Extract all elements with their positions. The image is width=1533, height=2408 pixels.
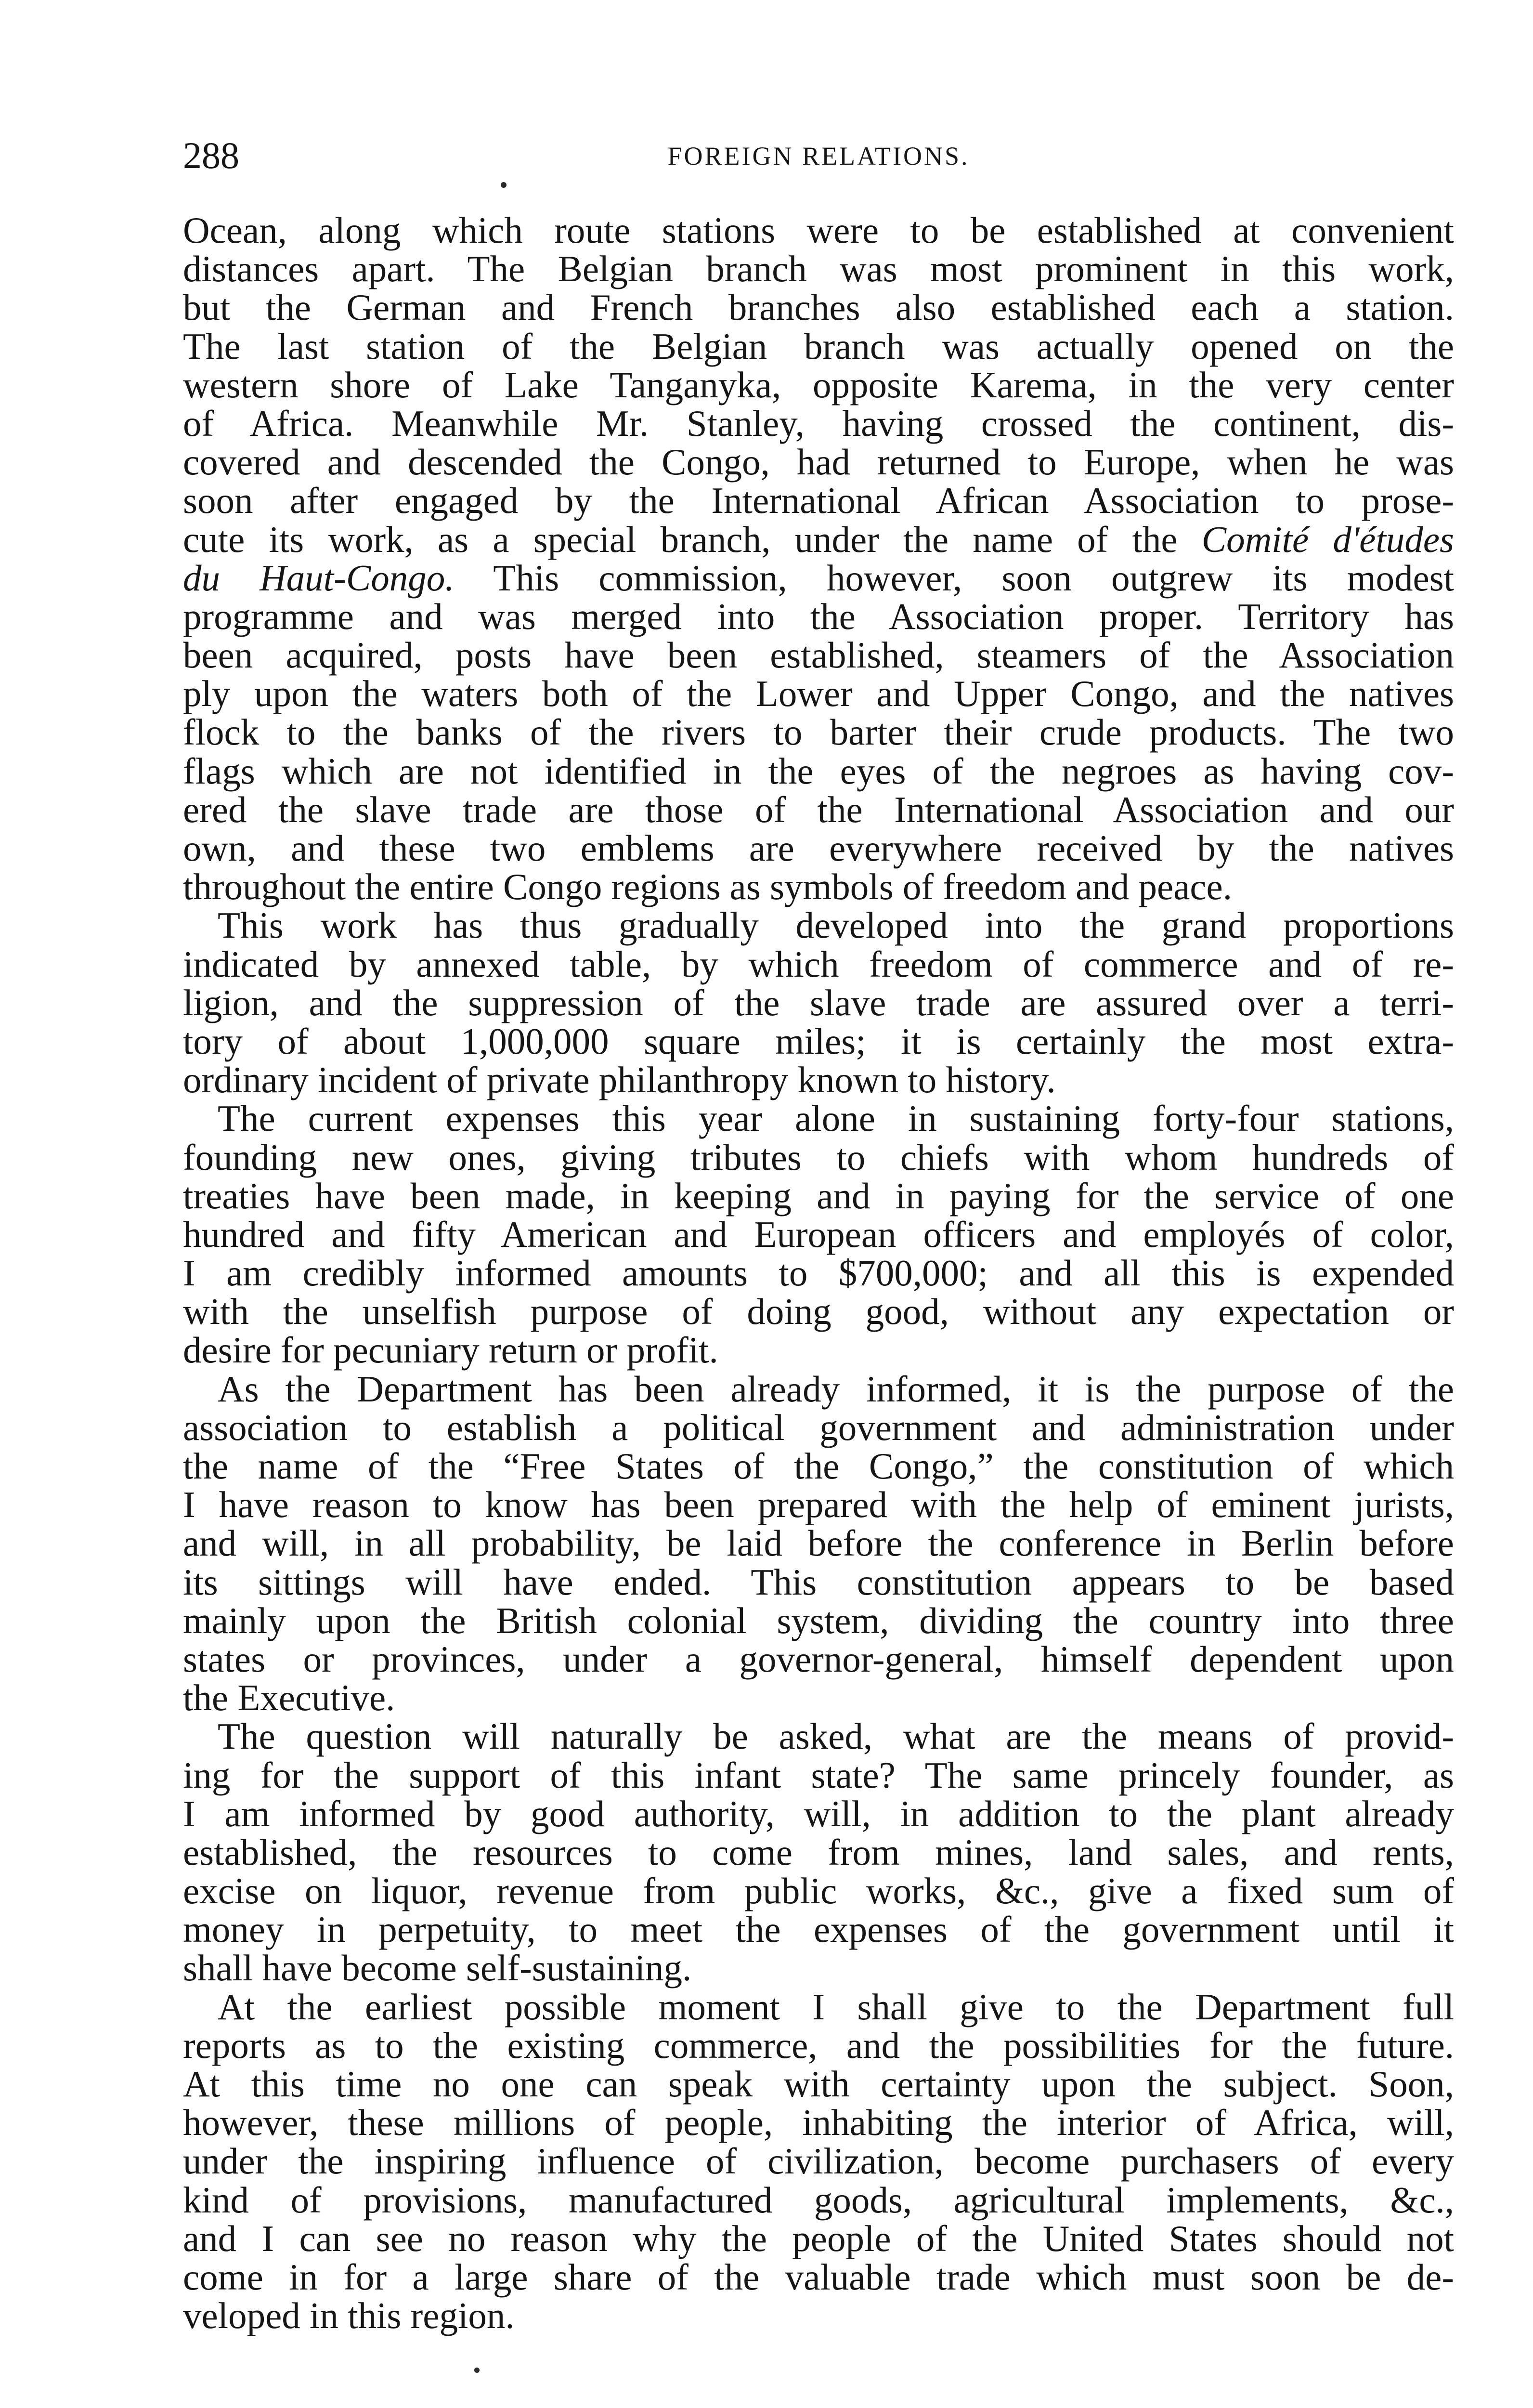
text-line: but the German and French branches also established each a station. <box>183 287 1454 328</box>
text-line: the Executive. <box>183 1677 395 1719</box>
text-line: ligion, and the suppression of the slave trade are assured over a terri- <box>183 982 1454 1023</box>
text-line: and will, in all probability, be laid before the conference in Berlin before <box>183 1522 1454 1564</box>
text-line: excise on liquor, revenue from public works, &c., give a fixed sum of <box>183 1870 1454 1912</box>
text-line: western shore of Lake Tanganyka, opposite Karema, in the very center <box>183 364 1454 406</box>
text-line: of Africa. Meanwhile Mr. Stanley, having crossed the continent, dis- <box>183 402 1454 444</box>
text-line: ply upon the waters both of the Lower and Upper Congo, and the natives <box>183 673 1454 715</box>
text-line: ered the slave trade are those of the International Association and our <box>183 788 1454 830</box>
text-line: Ocean, along which route stations were to be established at convenient <box>183 209 1454 251</box>
text-line: and I can see no reason why the people of the United States should not <box>183 2217 1454 2259</box>
text-line: own, and these two emblems are everywhere received by the natives <box>183 827 1454 869</box>
text-line: kind of provisions, manufactured goods, agricultural implements, &c., <box>183 2179 1454 2221</box>
text-line: reports as to the existing commerce, and the possibilities for the future. <box>183 2024 1454 2066</box>
text-run: cute its work, as a special branch, under the name of the <box>183 518 1178 560</box>
text-line: mainly upon the British colonial system, dividing the country into three <box>183 1599 1454 1641</box>
text-line <box>183 559 1454 597</box>
ink-speck <box>501 182 507 188</box>
text-line: covered and descended the Congo, had returned to Europe, when he was <box>183 441 1454 483</box>
text-line: indicated by annexed table, by which freedom of commerce and of re- <box>183 943 1454 985</box>
text-line: The question will naturally be asked, what are the means of provid- <box>218 1715 1454 1757</box>
text-line: hundred and fifty American and European officers and employés of color, <box>183 1213 1454 1255</box>
text-line: founding new ones, giving tributes to chiefs with whom hundreds of <box>183 1136 1454 1178</box>
text-line: treaties have been made, in keeping and in paying for the service of one <box>183 1175 1454 1217</box>
text-line: under the inspiring influence of civilization, become purchasers of every <box>183 2140 1454 2182</box>
text-line: however, these millions of people, inhabiting the interior of Africa, will, <box>183 2102 1454 2144</box>
text-line: programme and was merged into the Association proper. Territory has <box>183 595 1454 637</box>
text-line: The current expenses this year alone in sustaining forty-four stations, <box>218 1098 1454 1139</box>
text-line: veloped in this region. <box>183 2295 515 2337</box>
text-line: come in for a large share of the valuable trade which must soon be de- <box>183 2256 1454 2298</box>
text-line: At the earliest possible moment I shall give to the Department full <box>218 1986 1454 2028</box>
text-line: As the Department has been already informed, it is the purpose of the <box>218 1368 1454 1410</box>
text-line: throughout the entire Congo regions as symbols of freedom and peace. <box>183 866 1232 908</box>
text-run: This commission, however, soon outgrew its modest <box>493 557 1455 599</box>
text-line: states or provinces, under a governor-general, himself dependent upon <box>183 1638 1454 1680</box>
running-head: FOREIGN RELATIONS. <box>667 142 970 170</box>
text-line: money in perpetuity, to meet the expenses of the government until it <box>183 1909 1454 1950</box>
text-line <box>183 520 1454 559</box>
text-line: the name of the “Free States of the Congo,” the constitution of which <box>183 1445 1454 1487</box>
text-line: desire for pecuniary return or profit. <box>183 1329 718 1371</box>
text-line: At this time no one can speak with certainty upon the subject. Soon, <box>183 2063 1454 2105</box>
text-line: established, the resources to come from mines, land sales, and rents, <box>183 1831 1454 1873</box>
text-line: flock to the banks of the rivers to barter their crude products. The two <box>183 711 1454 753</box>
page-header <box>183 134 1454 177</box>
text-line: The last station of the Belgian branch was actually opened on the <box>183 325 1454 367</box>
text-line: shall have become self-sustaining. <box>183 1947 692 1989</box>
text-line: I am informed by good authority, will, in addition to the plant already <box>183 1793 1454 1834</box>
text-line: flags which are not identified in the eyes of the negroes as having cov- <box>183 750 1454 792</box>
text-line: association to establish a political government and administration under <box>183 1406 1454 1448</box>
text-line: been acquired, posts have been established, steamers of the Association <box>183 634 1454 676</box>
text-line: soon after engaged by the International African Association to prose- <box>183 480 1454 522</box>
page-number: 288 <box>183 134 239 176</box>
text-line: with the unselfish purpose of doing good, without any expectation or <box>183 1291 1454 1333</box>
text-line: tory of about 1,000,000 square miles; it is certainly the most extra- <box>183 1020 1454 1062</box>
italic-phrase: du Haut-Congo. <box>183 557 455 599</box>
text-line: I have reason to know has been prepared with the help of eminent jurists, <box>183 1484 1454 1526</box>
text-line: ordinary incident of private philanthropy known to history. <box>183 1059 1056 1101</box>
text-line: distances apart. The Belgian branch was most prominent in this work, <box>183 248 1454 290</box>
italic-phrase: Comité d'études <box>1201 518 1454 560</box>
text-line: This work has thus gradually developed into the grand proportions <box>218 904 1454 946</box>
text-line: ing for the support of this infant state? The same princely founder, as <box>183 1754 1454 1796</box>
ink-speck <box>474 2368 480 2373</box>
text-line: I am credibly informed amounts to $700,000; and all this is expended <box>183 1252 1454 1294</box>
body-text <box>183 211 1454 2369</box>
text-line: its sittings will have ended. This constitution appears to be based <box>183 1561 1454 1603</box>
